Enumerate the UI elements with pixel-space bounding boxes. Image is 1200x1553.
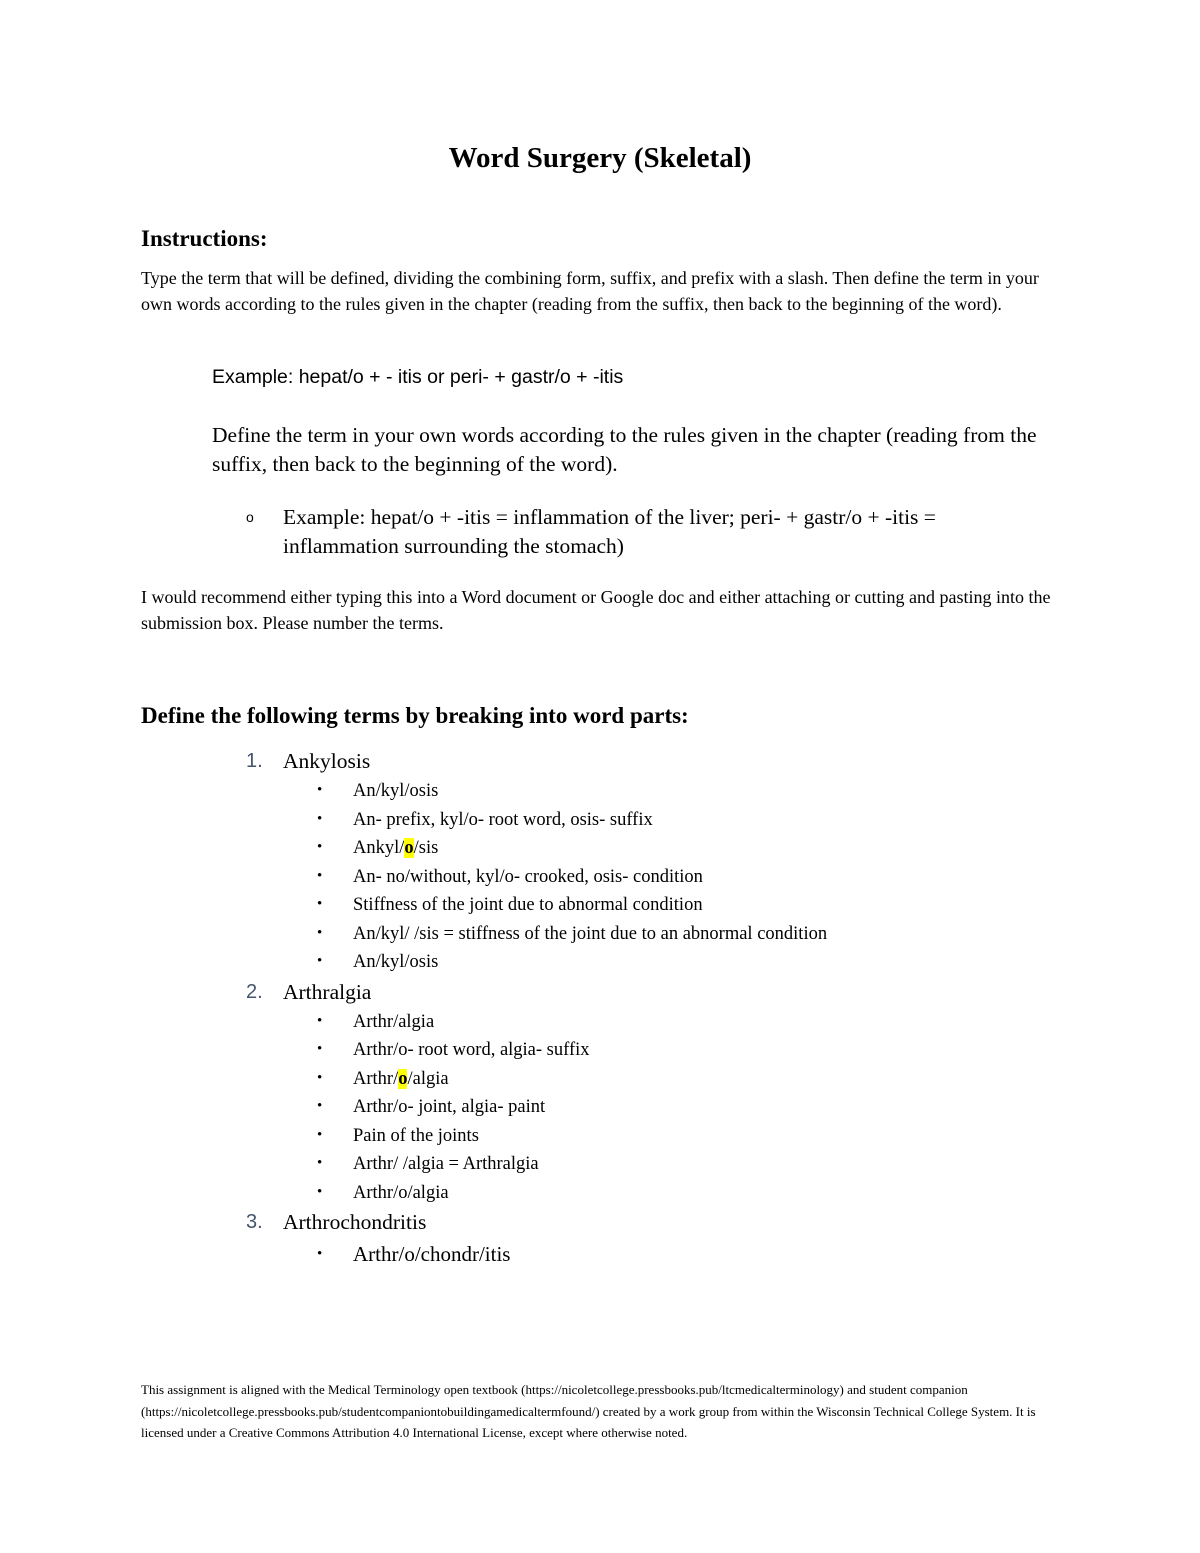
highlighted-vowel: o (404, 838, 414, 858)
terms-list (0, 748, 1200, 1272)
sub-item-text: Arthr/o/algia (353, 1068, 449, 1089)
sub-item-text: Arthr/algia (353, 1011, 435, 1032)
sub-item-text: An/kyl/osis (353, 781, 439, 801)
sub-item-text: Ankyl/o/sis (353, 838, 439, 858)
bullet-icon: • (317, 1155, 323, 1171)
define-instruction: Define the term in your own words according to the rules given in the chapter (reading from the suffix, then back to the beginning of the word). (212, 423, 1037, 476)
term-sub-item (0, 1124, 1200, 1153)
term-word: Arthralgia (283, 979, 372, 1004)
sub-item-text: An/kyl/osis (353, 952, 439, 972)
example-definition: Example: hepat/o + -itis = inflammation of the liver; peri- + gastr/o + -itis = inflammation surrounding the stomach) (283, 505, 936, 558)
bullet-icon: • (317, 924, 323, 941)
recommendation-text: I would recommend either typing this into a Word document or Google doc and either attaching or cutting and pasting into the submission box. Please number the terms. (141, 587, 1051, 633)
term-sub-item (0, 865, 1200, 894)
bullet-icon: • (317, 1041, 323, 1057)
term-word: Ankylosis (283, 749, 371, 773)
bullet-icon: • (317, 1069, 323, 1086)
sub-item-text: Arthr/o- joint, algia- paint (353, 1097, 546, 1117)
term-sub-item (0, 1095, 1200, 1124)
term-item (0, 748, 1200, 779)
sub-item-text: Arthr/o/chondr/itis (353, 1242, 511, 1266)
sub-item-text: Stiffness of the joint due to abnormal condition (353, 895, 703, 915)
bullet-icon: • (317, 1246, 323, 1262)
bullet-icon: • (317, 1183, 323, 1200)
license-footer: This assignment is aligned with the Medical Terminology open textbook (https://nicoletcollege.pressbooks.pub/ltcmedicalterminology) and student companion (https://nicoletcollege.pressbooks.pub/studentcompaniontobuildingamedicaltermfound/) created by a work group from within the Wisconsin Technical College System. It is licensed under a Creative Commons Attribution 4.0 International License, except where otherwise noted. (141, 1382, 1036, 1440)
sub-item-text: An/kyl/ /sis = stiffness of the joint due to an abnormal condition (353, 923, 828, 944)
bullet-icon: • (317, 839, 323, 855)
define-terms-heading: Define the following terms by breaking into word parts: (141, 703, 689, 728)
term-number: 3. (246, 1211, 263, 1233)
page-title: Word Surgery (Skeletal) (448, 142, 752, 174)
bullet-icon: • (317, 1098, 323, 1114)
term-sub-item (0, 808, 1200, 837)
term-number: 1. (246, 750, 263, 772)
term-sub-item (0, 836, 1200, 865)
term-item (0, 1209, 1200, 1240)
bullet-icon: • (317, 1012, 323, 1029)
sub-item-text: An- prefix, kyl/o- root word, osis- suffix (353, 809, 653, 830)
example-line: Example: hepat/o + - itis or peri- + gastr/o + -itis (212, 366, 624, 388)
sub-item-text: Pain of the joints (353, 1125, 479, 1146)
bullet-icon: • (317, 782, 323, 798)
sub-item-text: Arthr/o- root word, algia- suffix (353, 1040, 590, 1060)
term-sub-item (0, 1181, 1200, 1210)
term-sub-item (0, 1010, 1200, 1039)
bullet-icon: • (317, 867, 323, 884)
bullet-icon: • (317, 810, 323, 827)
bullet-icon: • (317, 896, 323, 912)
term-sub-item (0, 922, 1200, 951)
term-word: Arthrochondritis (283, 1210, 427, 1234)
term-sub-item (0, 1038, 1200, 1067)
bullet-icon: • (317, 1126, 323, 1143)
instructions-text: Type the term that will be defined, dividing the combining form, suffix, and prefix with a slash. Then define the term in your own words according to the rules given in the chapter (reading from the suffix, then back to the beginning of the word). (141, 268, 1039, 314)
term-sub-item (0, 1240, 1200, 1272)
term-sub-item (0, 950, 1200, 979)
sub-item-text: An- no/without, kyl/o- crooked, osis- condition (353, 866, 703, 887)
sub-item-text: Arthr/ /algia = Arthralgia (353, 1154, 539, 1174)
term-number: 2. (246, 980, 263, 1003)
term-item (0, 979, 1200, 1010)
term-sub-item (0, 1067, 1200, 1096)
instructions-heading: Instructions: (141, 226, 268, 251)
term-sub-item (0, 1152, 1200, 1181)
bullet-icon: • (317, 953, 323, 969)
term-sub-item (0, 779, 1200, 808)
highlighted-vowel: o (398, 1068, 408, 1089)
hollow-bullet-icon: o (246, 509, 254, 525)
term-sub-item (0, 893, 1200, 922)
sub-item-text: Arthr/o/algia (353, 1182, 449, 1203)
